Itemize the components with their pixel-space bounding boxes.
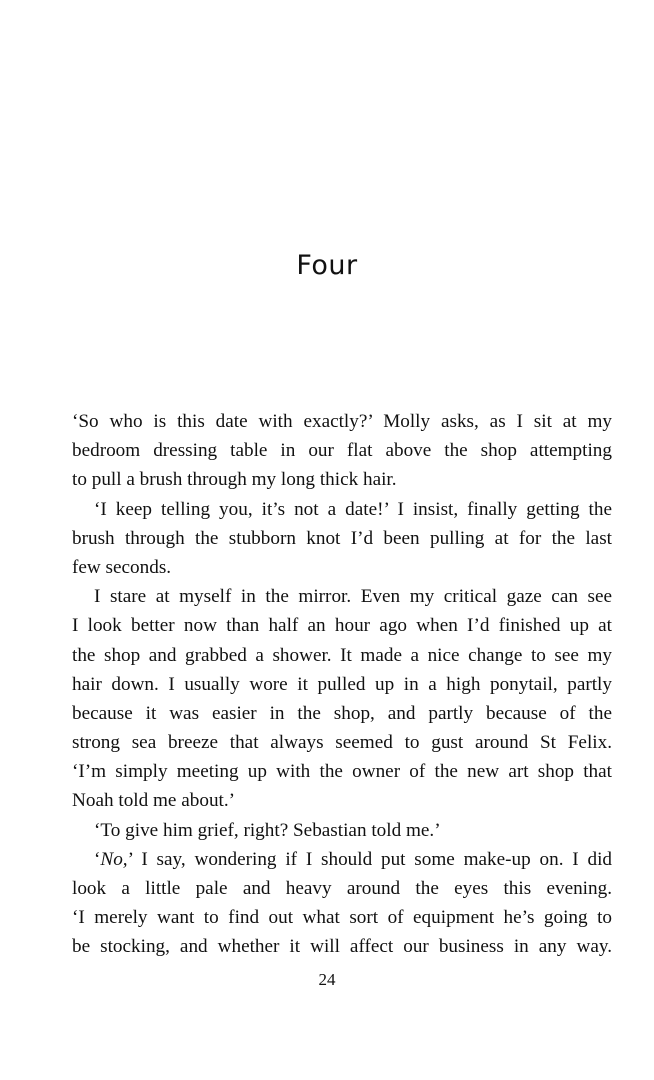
text-line: I stare at myself in the mirror. Even my critical gaze can see	[94, 586, 612, 608]
text-line: ‘I merely want to find out what sort of equipment he’s going to	[72, 907, 612, 929]
text-line: the shop and grabbed a shower. It made a nice change to see my	[72, 644, 612, 666]
text-line: hair down. I usually wore it pulled up in a high ponytail, partly	[72, 673, 612, 695]
italic-word: No,	[100, 848, 128, 870]
text-line: few seconds.	[72, 556, 172, 578]
text-line: I look better now than half an hour ago when I’d finished up at	[72, 615, 612, 637]
text-line-rest: ’ I say, wondering if I should put some make-up on. I did	[127, 848, 612, 870]
text-line-with-italic	[72, 845, 612, 874]
text-line: because it was easier in the shop, and partly because of the	[72, 702, 612, 724]
chapter-title: Four	[296, 250, 358, 281]
page-number: 24	[318, 970, 336, 989]
quote-open: ‘	[94, 848, 101, 870]
text-line: be stocking, and whether it will affect our business in any way.	[72, 936, 612, 958]
text-line: ‘I’m simply meeting up with the owner of the new art shop that	[72, 761, 612, 783]
text-line: to pull a brush through my long thick hair.	[72, 469, 397, 491]
text-line: ‘I keep telling you, it’s not a date!’ I insist, finally getting the	[94, 498, 612, 520]
text-line: bedroom dressing table in our flat above the shop attempting	[72, 440, 612, 462]
text-line: strong sea breeze that always seemed to gust around St Felix.	[72, 732, 612, 754]
text-line: ‘To give him grief, right? Sebastian told me.’	[94, 819, 441, 841]
text-line: brush through the stubborn knot I’d been pulling at for the last	[72, 527, 612, 549]
text-line: ‘So who is this date with exactly?’ Molly asks, as I sit at my	[72, 411, 612, 432]
text-line: Noah told me about.’	[72, 790, 236, 812]
text-line: look a little pale and heavy around the eyes this evening.	[72, 878, 612, 899]
body-text	[72, 407, 612, 962]
